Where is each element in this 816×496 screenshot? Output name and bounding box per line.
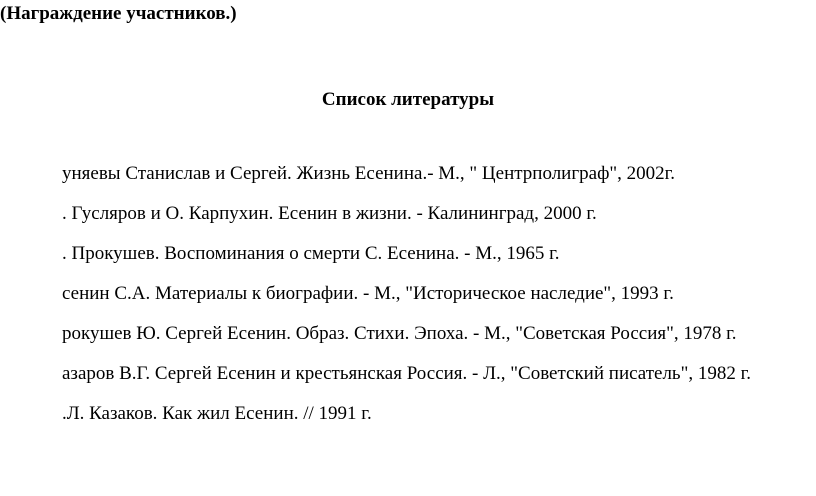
reference-list <box>62 163 810 443</box>
reference-item: рокушев Ю. Сергей Есенин. Образ. Стихи. Эпоха. - М., "Советская Россия", 1978 г. <box>62 323 737 344</box>
reference-item: сенин С.А. Материалы к биографии. - М., "Историческое наследие", 1993 г. <box>62 283 674 304</box>
reference-item: . Гусляров и О. Карпухин. Есенин в жизни. - Калининград, 2000 г. <box>62 203 597 224</box>
award-note: (Награждение участников.) <box>0 3 237 24</box>
reference-item: уняевы Станислав и Сергей. Жизнь Есенина.- М., " Центрполиграф", 2002г. <box>62 163 676 184</box>
reference-item: . Прокушев. Воспоминания о смерти С. Есенина. - М., 1965 г. <box>62 243 560 264</box>
reference-item: .Л. Казаков. Как жил Есенин. // 1991 г. <box>62 403 372 424</box>
reference-item: азаров В.Г. Сергей Есенин и крестьянская Россия. - Л., "Советский писатель", 1982 г. <box>62 363 752 384</box>
bibliography-heading: Список литературы <box>321 89 495 110</box>
